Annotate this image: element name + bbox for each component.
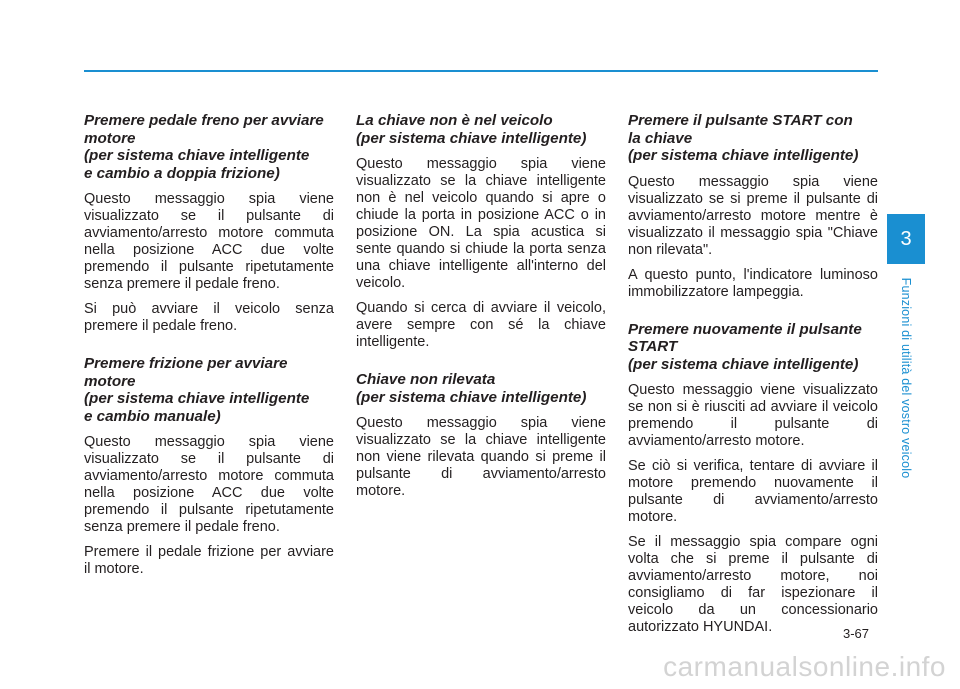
section-heading [84, 355, 334, 425]
chapter-number-tab: 3 [887, 214, 925, 264]
heading-line: motore [84, 129, 136, 147]
heading-line: e cambio manuale) [84, 407, 221, 425]
body-paragraph: A questo punto, l'indicatore luminoso immobilizzatore lampeggia. [628, 266, 878, 300]
body-paragraph: Questo messaggio viene visualizzato se non si è riusciti ad avviare il veicolo premendo il pulsante di avviamento/arresto motore. [628, 382, 878, 449]
body-paragraph: Questo messaggio spia viene visualizzato se il pulsante di avviamento/arresto motore commuta nella posizione ACC due volte premendo il pulsante ripetutamente senza premere il pedale freno. [84, 191, 334, 292]
heading-line: Premere nuovamente il pulsante [628, 320, 862, 338]
section-press-start-again [628, 321, 878, 637]
section-press-start-with-key [628, 112, 878, 301]
chapter-title: Funzioni di utilità del vostro veicolo [899, 277, 913, 479]
section-clutch-start [84, 355, 334, 578]
section-heading [356, 112, 606, 147]
section-heading [628, 321, 878, 374]
header-rule [84, 70, 878, 72]
section-heading [628, 112, 878, 165]
body-paragraph: Premere il pedale frizione per avviare il motore. [84, 544, 334, 577]
body-paragraph: Si può avviare il veicolo senza premere il pedale freno. [84, 301, 334, 334]
body-paragraph: Se il messaggio spia compare ogni volta che si preme il pulsante di avviamento/arresto motore, noi consigliamo di far ispezionare il veicolo da un concessionario autorizzato HYUNDAI. [628, 534, 878, 635]
heading-line: (per sistema chiave intelligente) [356, 129, 587, 147]
body-paragraph: Se ciò si verifica, tentare di avviare il motore premendo nuovamente il pulsante di avviamento/arresto motore. [628, 458, 878, 525]
section-heading [356, 371, 606, 406]
column-2 [356, 112, 606, 520]
page-number: 3-67 [843, 626, 870, 641]
heading-line: la chiave [628, 129, 693, 147]
heading-line: (per sistema chiave intelligente) [628, 147, 859, 164]
body-paragraph: Questo messaggio spia viene visualizzato se si preme il pulsante di avviamento/arresto motore mentre è visualizzato il messaggio spia "Chiave non rilevata". [628, 173, 878, 258]
body-paragraph: Questo messaggio spia viene visualizzato se il pulsante di avviamento/arresto motore commuta nella posizione ACC due volte premendo il pulsante ripetutamente senza premere il pedale freno. [84, 434, 334, 535]
heading-line: Premere pedale freno per avviare [84, 112, 324, 129]
heading-line: Premere il pulsante START con [628, 112, 853, 129]
heading-line: (per sistema chiave intelligente) [356, 388, 587, 406]
heading-line: La chiave non è nel veicolo [356, 112, 553, 129]
heading-line: motore [84, 372, 136, 390]
heading-line: START [628, 338, 678, 355]
column-1 [84, 112, 334, 598]
watermark-text: carmanualsonline.info [663, 651, 946, 682]
section-key-not-in-vehicle [356, 112, 606, 351]
heading-line: (per sistema chiave intelligente) [628, 355, 859, 373]
heading-line: Premere frizione per avviare [84, 355, 288, 372]
heading-line: (per sistema chiave intelligente [84, 147, 310, 164]
heading-line: Chiave non rilevata [356, 371, 496, 388]
column-3 [628, 112, 878, 656]
heading-line: e cambio a doppia frizione) [84, 164, 280, 182]
heading-line: (per sistema chiave intelligente [84, 390, 310, 407]
body-paragraph: Questo messaggio spia viene visualizzato se la chiave intelligente non viene rilevata quando si preme il pulsante di avviamento/arresto motore. [356, 415, 606, 499]
body-paragraph: Questo messaggio spia viene visualizzato se la chiave intelligente non è nel veicolo quando si apre o chiude la porta in posizione ACC o in posizione ON. La spia acustica si sente quando si chiude la porta senza una chiave intelligente all'interno del veicolo. [356, 156, 606, 291]
section-key-not-detected [356, 371, 606, 500]
body-paragraph: Quando si cerca di avviare il veicolo, avere sempre con sé la chiave intelligente. [356, 300, 606, 350]
section-heading [84, 112, 334, 182]
section-brake-start [84, 112, 334, 335]
